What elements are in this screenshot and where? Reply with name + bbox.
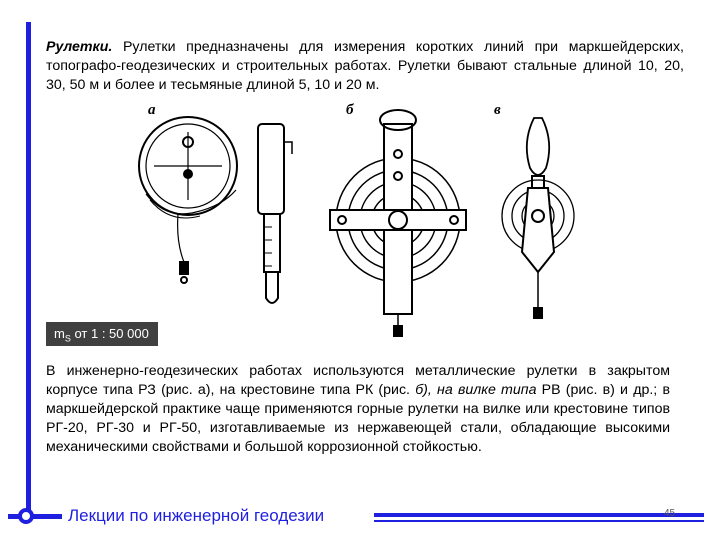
- left-accent-line: [26, 22, 31, 518]
- figure-label-a: а: [148, 102, 156, 118]
- cross-frame-tape-drawing: [330, 110, 466, 336]
- figure-label-c: в: [494, 102, 501, 118]
- footer-line-right-thin: [374, 520, 704, 522]
- footer-line-left: [8, 514, 62, 519]
- footer-ring-icon: [18, 508, 34, 524]
- scale-prefix: m: [54, 326, 65, 341]
- footer-line-right: [374, 513, 704, 517]
- footer-title: Лекции по инженерной геодезии: [68, 506, 325, 525]
- scale-text: от 1 : 50 000: [70, 326, 149, 341]
- scale-subscript: S: [64, 333, 71, 344]
- paragraph-tape-types-a: В инженерно-геодезических работах используются металлические рулетки в закрытом корпусе типа РЗ (рис. а), на крестовине типа РК (рис.: [46, 363, 670, 398]
- paragraph-tape-types-c: РВ (рис. в) и др.; в маркшейдерской практике чаще применяются горные рулетки на вилке или крестовине типов РГ-20, РГ-30 и РГ-50, изготавливаемые из нержавеющей стали, обладающие высокими механическими свойствами и большой коррозионной стойкостью.: [46, 382, 670, 455]
- paragraph-tape-types-b: б), на вилке типа: [415, 382, 537, 398]
- closed-case-tape-drawing: [139, 117, 292, 303]
- paragraph-tape-types: [46, 362, 670, 457]
- figure-label-b: б: [346, 102, 354, 118]
- paragraph-rulers-text: Рулетки предназначены для измерения коротких линий при маркшейдерских, топографо-геодезических и строительных работах. Рулетки бывают стальные длиной 10, 20, 30, 50 м и более и тесьмяные длиной 5, 10 и 20 м.: [46, 39, 684, 93]
- page-number: 45: [664, 508, 676, 519]
- paragraph-rulers-intro: [46, 38, 684, 95]
- tape-measures-drawing: [46, 102, 610, 344]
- tape-measures-figure: [46, 102, 610, 344]
- term-rulers: Рулетки.: [46, 39, 113, 55]
- scale-badge: [46, 322, 158, 346]
- fork-tape-drawing: [502, 118, 574, 318]
